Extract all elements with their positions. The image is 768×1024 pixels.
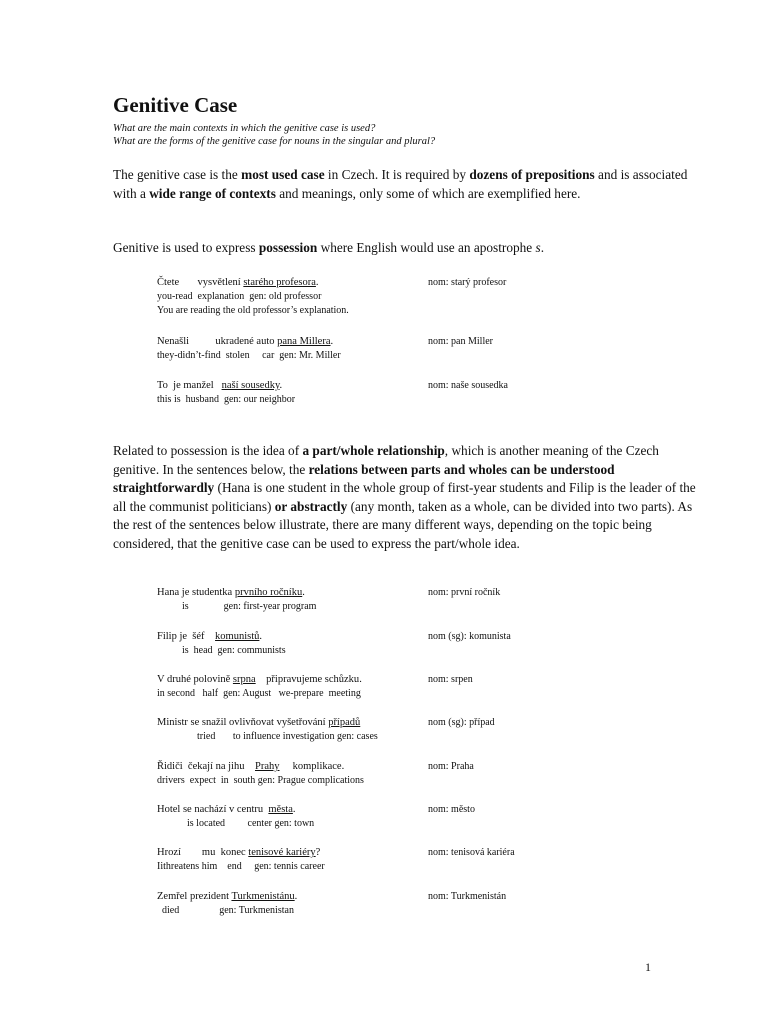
example-tenisové-kariéry: Hrozí mu konec tenisové kariéry? Iithreatens him end gen: tennis career: [157, 847, 325, 872]
example-případů: Ministr se snažil ovlivňovat vyšetřování případů tried to influence investigation gen: cases: [157, 717, 378, 742]
nominative-form: nom: pan Miller: [428, 336, 493, 347]
example-pana-millera: Nenašli ukradené auto pana Millera. they-didn’t-find stolen car gen: Mr. Miller: [157, 336, 341, 361]
nominative-form: nom: první ročník: [428, 587, 501, 598]
nominative-form: nom: Praha: [428, 761, 474, 772]
nominative-form: nom (sg): případ: [428, 717, 495, 728]
nominative-form: nom: naše sousedka: [428, 380, 508, 391]
guiding-question-2: What are the forms of the genitive case for nouns in the singular and plural?: [113, 136, 436, 147]
possession-paragraph: Genitive is used to express possession where English would use an apostrophe s.: [113, 240, 545, 255]
example-starého-profesora: Čtete vysvětlení starého profesora. you-read explanation gen: old professor You are reading the old professor’s explanation.: [157, 277, 349, 316]
example-prvního-ročníku: Hana je studentka prvního ročníku. is gen: first-year program: [157, 587, 317, 612]
nominative-form: nom: město: [428, 804, 475, 815]
nominative-form: nom (sg): komunista: [428, 631, 511, 642]
example-naší-sousedky: To je manžel naší sousedky. this is husband gen: our neighbor: [157, 380, 296, 405]
nominative-form: nom: starý profesor: [428, 277, 507, 288]
nominative-form: nom: Turkmenistán: [428, 891, 507, 902]
intro-paragraph: The genitive case is the most used case in Czech. It is required by dozens of prepositions and is associated with a wide range of contexts and meanings, only some of which are exemplified here.: [113, 167, 688, 201]
nominative-form: nom: srpen: [428, 674, 473, 685]
page-title: Genitive Case: [113, 93, 238, 117]
example-turkmenistánu: Zemřel prezident Turkmenistánu. died gen: Turkmenistan: [157, 891, 298, 916]
page-number: 1: [645, 960, 651, 974]
example-prahy: Řidiči čekají na jihu Prahy komplikace. drivers expect in south gen: Prague complications: [157, 761, 364, 786]
example-komunistů: Filip je šéf komunistů. is head gen: communists: [157, 631, 286, 656]
guiding-question-1: What are the main contexts in which the genitive case is used?: [113, 123, 376, 134]
part-whole-paragraph: Related to possession is the idea of a part/whole relationship, which is another meaning of the Czech genitive. In the sentences below, the relations between parts and wholes can be understood straightforwardly (Hana is one student in the whole group of first-year students and Filip is the leader of the all the communist politicians) or abstractly (any month, taken as a whole, can be divided into two parts). As the rest of the sentences below illustrate, there are many different ways, depending on the topic being considered, that the genitive case can be used to express the part/whole idea.: [113, 443, 696, 551]
example-srpna: V druhé polovině srpna připravujeme schůzku. in second half gen: August we-prepare meeting: [157, 674, 362, 699]
example-města: Hotel se nachází v centru města. is located center gen: town: [157, 804, 315, 829]
nominative-form: nom: tenisová kariéra: [428, 847, 515, 858]
